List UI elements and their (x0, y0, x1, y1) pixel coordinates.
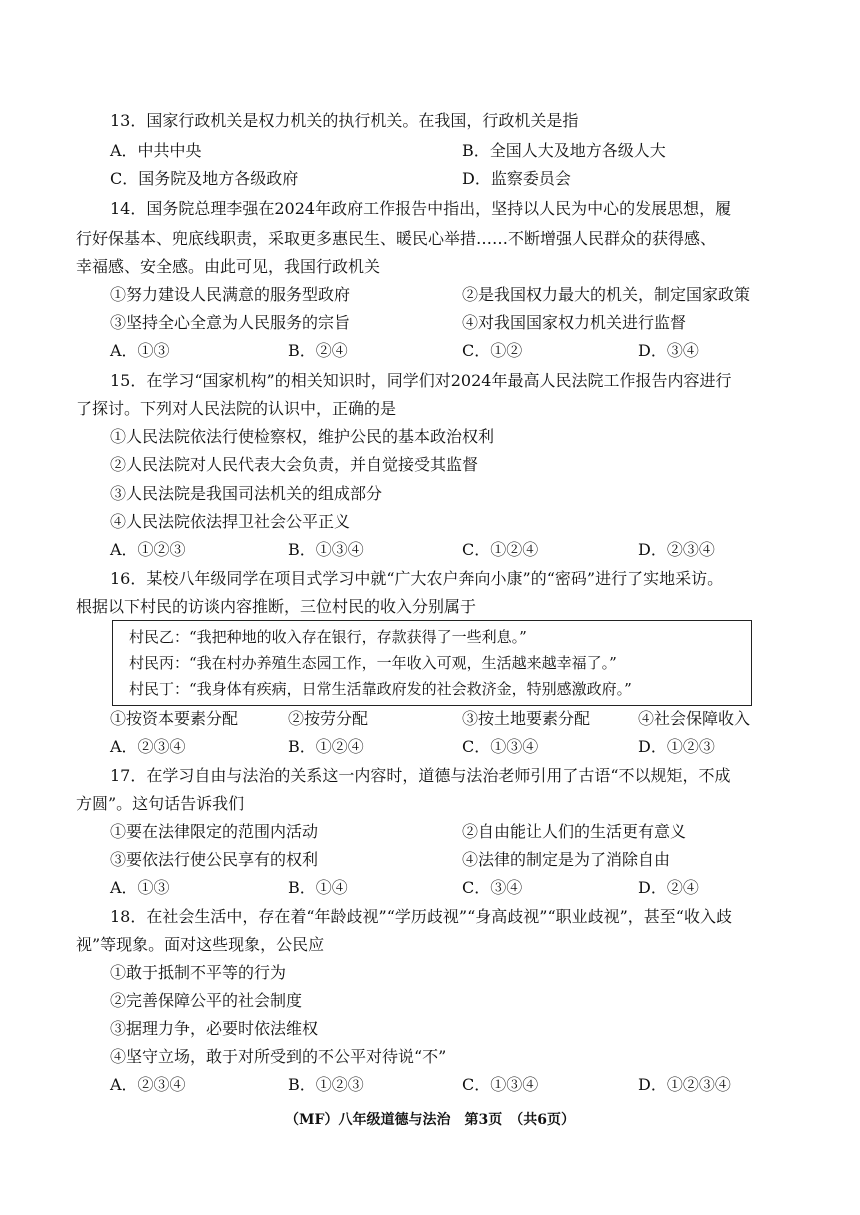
q18-stem-line-2: 视”等现象。面对这些现象，公民应 (76, 935, 325, 954)
q17-item-4: ④法律的制定是为了消除自由 (462, 850, 671, 869)
q13-option-d: D．监察委员会 (462, 169, 571, 188)
q17-option-c: C．③④ (462, 878, 523, 897)
page-footer: （MF）八年级道德与法治 第3页 （共6页） (285, 1112, 575, 1128)
q15-item-3: ③人民法院是我国司法机关的组成部分 (110, 484, 383, 503)
q14-option-d: D．③④ (638, 341, 699, 360)
quote-villager-ding: 村民丁：“我身体有疾病，日常生活靠政府发的社会救济金，特别感激政府。” (129, 680, 632, 698)
q14-option-b: B．②④ (288, 341, 348, 360)
q14-item-2: ②是我国权力最大的机关，制定国家政策 (462, 285, 751, 304)
q16-option-c: C．①③④ (462, 737, 539, 756)
q18-option-a: A．②③④ (110, 1075, 186, 1094)
q16-item-2: ②按劳分配 (288, 709, 369, 728)
q18-item-3: ③据理力争，必要时依法维权 (110, 1019, 319, 1038)
q14-stem-line-1: 14．国务院总理李强在2024年政府工作报告中指出，坚持以人民为中心的发展思想，履 (110, 199, 732, 218)
q14-item-1: ①努力建设人民满意的服务型政府 (110, 285, 351, 304)
q14-stem-line-3: 幸福感、安全感。由此可见，我国行政机关 (76, 257, 381, 276)
q18-option-b: B．①②③ (288, 1075, 364, 1094)
q15-item-1: ①人民法院依法行使检察权，维护公民的基本政治权利 (110, 427, 495, 446)
q15-option-c: C．①②④ (462, 540, 539, 559)
q17-option-d: D．②④ (638, 878, 699, 897)
q13-option-c: C．国务院及地方各级政府 (110, 169, 299, 188)
q15-option-a: A．①②③ (110, 540, 186, 559)
q18-stem-line-1: 18．在社会生活中，存在着“年龄歧视”“学历歧视”“身高歧视”“职业歧视”，甚至“收入歧 (110, 907, 732, 926)
q15-option-d: D．②③④ (638, 540, 715, 559)
q18-item-2: ②完善保障公平的社会制度 (110, 991, 303, 1010)
q18-option-d: D．①②③④ (638, 1075, 731, 1094)
q15-stem-line-1: 15．在学习“国家机构”的相关知识时，同学们对2024年最高人民法院工作报告内容进行 (110, 371, 732, 390)
q18-item-1: ①敢于抵制不平等的行为 (110, 963, 287, 982)
q15-option-b: B．①③④ (288, 540, 364, 559)
q14-item-4: ④对我国国家权力机关进行监督 (462, 313, 687, 332)
q17-option-b: B．①④ (288, 878, 348, 897)
q16-item-4: ④社会保障收入 (638, 709, 751, 728)
q14-option-a: A．①③ (110, 341, 170, 360)
q13-option-a: A．中共中央 (110, 141, 202, 160)
q15-item-4: ④人民法院依法捍卫社会公平正义 (110, 512, 351, 531)
q14-stem-line-2: 行好保基本、兜底线职责，采取更多惠民生、暖民心举措……不断增强人民群众的获得感、 (76, 229, 717, 248)
quote-villager-bing: 村民丙：“我在村办养殖生态园工作，一年收入可观，生活越来越幸福了。” (129, 654, 617, 672)
q16-item-1: ①按资本要素分配 (110, 709, 239, 728)
q17-stem-line-2: 方圆”。这句话告诉我们 (76, 794, 245, 813)
q17-item-2: ②自由能让人们的生活更有意义 (462, 822, 687, 841)
q16-stem-line-1: 16．某校八年级同学在项目式学习中就“广大农户奔向小康”的“密码”进行了实地采访。 (110, 569, 724, 588)
q16-option-a: A．②③④ (110, 737, 186, 756)
q17-option-a: A．①③ (110, 878, 170, 897)
q13-stem: 13．国家行政机关是权力机关的执行机关。在我国，行政机关是指 (110, 111, 579, 130)
quote-villager-yi: 村民乙：“我把种地的收入存在银行，存款获得了一些利息。” (129, 628, 527, 646)
q17-item-1: ①要在法律限定的范围内活动 (110, 822, 319, 841)
q16-item-3: ③按土地要素分配 (462, 709, 591, 728)
q16-stem-line-2: 根据以下村民的访谈内容推断，三位村民的收入分别属于 (76, 597, 477, 616)
q14-option-c: C．①② (462, 341, 523, 360)
q18-item-4: ④坚守立场，敢于对所受到的不公平对待说“不” (110, 1047, 447, 1066)
q14-item-3: ③坚持全心全意为人民服务的宗旨 (110, 313, 351, 332)
q17-item-3: ③要依法行使公民享有的权利 (110, 850, 319, 869)
q17-stem-line-1: 17．在学习自由与法治的关系这一内容时，道德与法治老师引用了古语“不以规矩，不成 (110, 766, 731, 785)
interview-box (112, 620, 752, 706)
q15-item-2: ②人民法院对人民代表大会负责，并自觉接受其监督 (110, 455, 479, 474)
q18-option-c: C．①③④ (462, 1075, 539, 1094)
q16-option-d: D．①②③ (638, 737, 715, 756)
q16-option-b: B．①②④ (288, 737, 364, 756)
q15-stem-line-2: 了探讨。下列对人民法院的认识中，正确的是 (76, 399, 397, 418)
q13-option-b: B．全国人大及地方各级人大 (462, 141, 666, 160)
